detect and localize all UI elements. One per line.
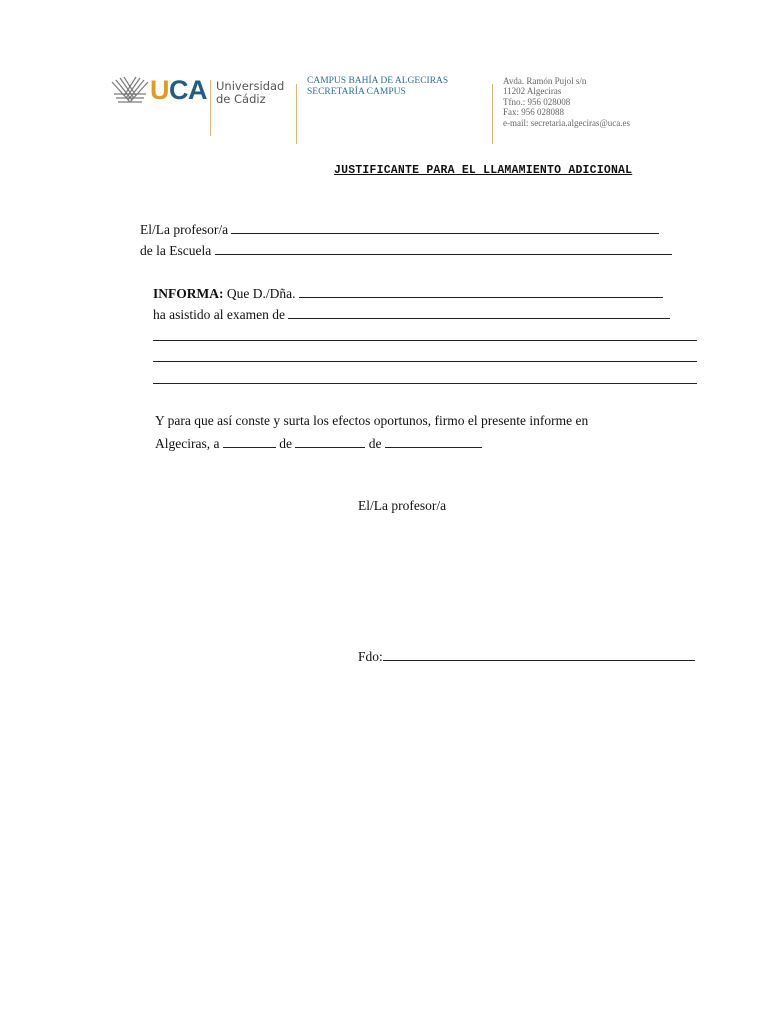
date-year-input[interactable]: [385, 435, 482, 448]
blank-line[interactable]: [153, 383, 697, 384]
university-name: Universidad de Cádiz: [216, 79, 285, 106]
examen-field-row: [153, 306, 670, 323]
uca-logo: UCA: [150, 75, 207, 105]
examen-input-line[interactable]: [288, 306, 670, 319]
signature-label: Fdo:: [358, 649, 383, 664]
header-divider: [296, 84, 297, 144]
blank-line[interactable]: [153, 340, 697, 341]
examen-label: ha asistido al examen de: [153, 307, 285, 322]
signature-role: El/La profesor/a: [358, 498, 447, 513]
signature-input-line[interactable]: [383, 648, 695, 661]
escuela-input-line[interactable]: [215, 242, 672, 255]
date-day-input[interactable]: [223, 435, 276, 448]
university-crest-icon: [110, 74, 150, 106]
date-row: [155, 435, 482, 452]
date-de-label: de: [279, 436, 292, 451]
profesor-field-row: [140, 221, 659, 238]
informa-field-row: [153, 285, 663, 302]
alumno-input-line[interactable]: [299, 285, 663, 298]
header-divider: [492, 84, 493, 144]
blank-line[interactable]: [153, 361, 697, 362]
contact-address: Avda. Ramón Pujol s/n 11202 Algeciras Tfno.: 956 028008 Fax: 956 028088 e-mail: secretaria.algeciras@uca.es: [503, 76, 630, 128]
escuela-field-row: [140, 242, 672, 259]
date-month-input[interactable]: [295, 435, 365, 448]
profesor-input-line[interactable]: [231, 221, 659, 234]
document-title: JUSTIFICANTE PARA EL LLAMAMIENTO ADICIONAL: [334, 164, 633, 177]
profesor-label: El/La profesor/a: [140, 222, 229, 237]
informa-text: Que D./Dña.: [226, 286, 296, 301]
campus-name: CAMPUS BAHÍA DE ALGECIRAS SECRETARÍA CAMPUS: [307, 76, 449, 97]
signature-row: [358, 648, 695, 665]
closing-text: Y para que así conste y surta los efectos oportunos, firmo el presente informe en: [155, 413, 589, 428]
informa-label: INFORMA:: [153, 286, 224, 301]
escuela-label: de la Escuela: [140, 243, 212, 258]
date-city: Algeciras, a: [155, 436, 220, 451]
header-divider: [210, 80, 211, 136]
date-de-label: de: [368, 436, 382, 451]
